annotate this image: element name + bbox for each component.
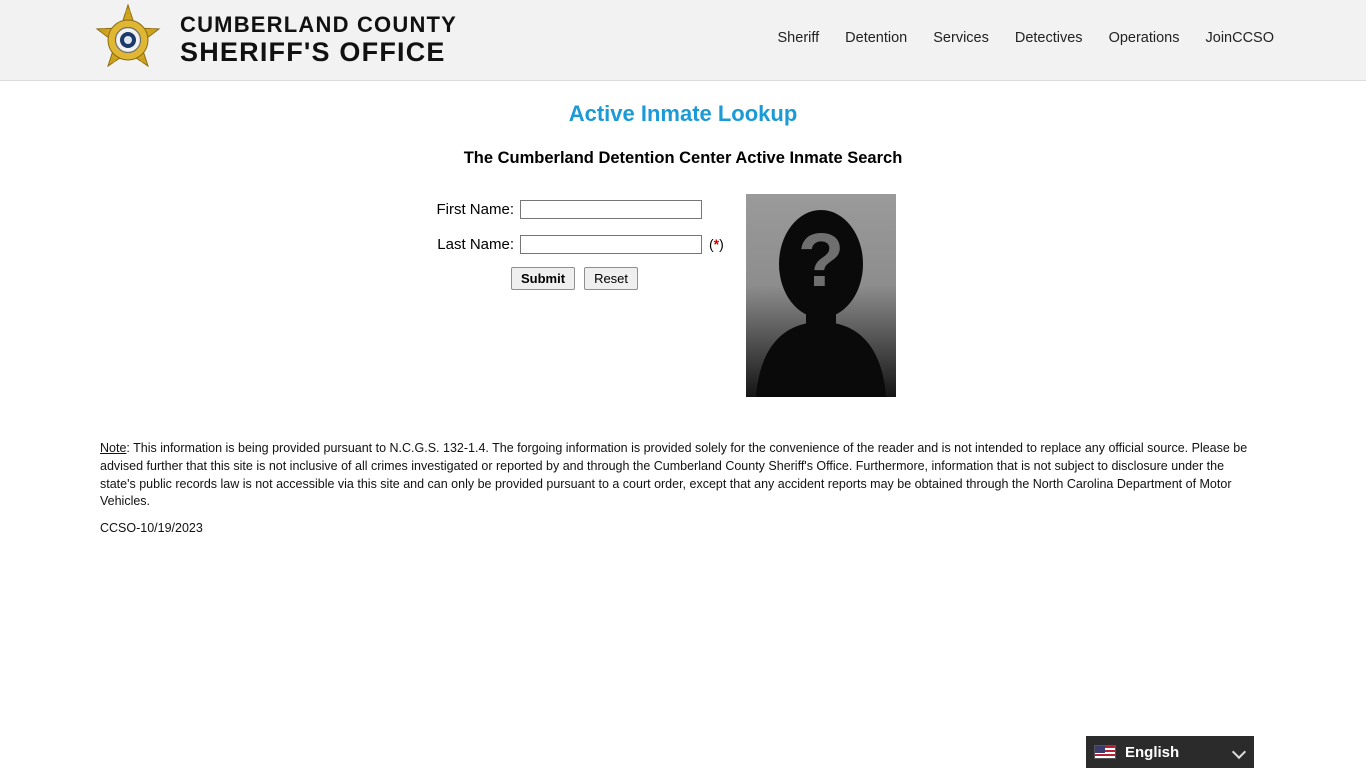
document-id: CCSO-10/19/2023 xyxy=(100,521,203,535)
required-field-marker xyxy=(709,236,724,252)
form-button-row xyxy=(511,267,738,290)
main-navigation xyxy=(778,30,1274,46)
inmate-search-form xyxy=(418,194,738,290)
site-header xyxy=(0,0,1366,81)
unknown-inmate-silhouette-photo xyxy=(746,194,896,397)
required-paren-open: ( xyxy=(709,236,714,252)
svg-text:?: ? xyxy=(797,218,845,303)
nav-item-sheriff[interactable]: Sheriff xyxy=(777,30,820,46)
page-subtitle: The Cumberland Detention Center Active Inmate Search xyxy=(463,149,903,167)
language-selector-label: English xyxy=(1125,743,1180,761)
sheriff-star-badge-icon xyxy=(90,4,166,76)
first-name-label: First Name: xyxy=(436,200,514,218)
nav-item-operations[interactable]: Operations xyxy=(1108,30,1180,46)
language-selector[interactable] xyxy=(1086,736,1254,768)
us-flag-icon xyxy=(1094,745,1116,759)
required-paren-close: ) xyxy=(719,236,724,252)
first-name-input[interactable] xyxy=(520,200,702,219)
last-name-input[interactable] xyxy=(520,235,702,254)
nav-item-services[interactable]: Services xyxy=(933,30,989,46)
brand-line-office: SHERIFF'S OFFICE xyxy=(180,37,446,67)
reset-button[interactable]: Reset xyxy=(584,267,638,290)
legal-note xyxy=(100,440,1255,511)
nav-item-joinccso[interactable]: JoinCCSO xyxy=(1205,30,1274,46)
brand-line-county: CUMBERLAND COUNTY xyxy=(180,12,458,37)
nav-item-detention[interactable]: Detention xyxy=(845,30,908,46)
site-brand[interactable] xyxy=(90,4,457,76)
chevron-down-icon[interactable] xyxy=(1234,746,1246,758)
note-text: : This information is being provided pursuant to N.C.G.S. 132-1.4. The forgoing information is provided solely for the convenience of the reader and is not intended to replace any official source. Please be advised further that this site is not inclusive of all crimes investigated or reported by and through the Cumberland County Sheriff's Office. Furthermore, information that is not subject to disclosure under the state's public records law is not accessible via this site and can only be provided pursuant to a court order, except that any accident reports may be obtained through the North Carolina Department of Motor Vehicles. xyxy=(100,441,1248,509)
first-name-row xyxy=(418,194,738,224)
brand-text xyxy=(180,14,457,66)
inmate-search-area xyxy=(0,194,1366,414)
last-name-label: Last Name: xyxy=(437,235,514,253)
required-asterisk: * xyxy=(713,236,720,252)
last-name-row xyxy=(418,229,738,259)
nav-item-detectives[interactable]: Detectives xyxy=(1014,30,1083,46)
note-label: Note xyxy=(100,441,127,455)
page-title: Active Inmate Lookup xyxy=(568,101,798,126)
submit-button[interactable]: Submit xyxy=(511,267,575,290)
